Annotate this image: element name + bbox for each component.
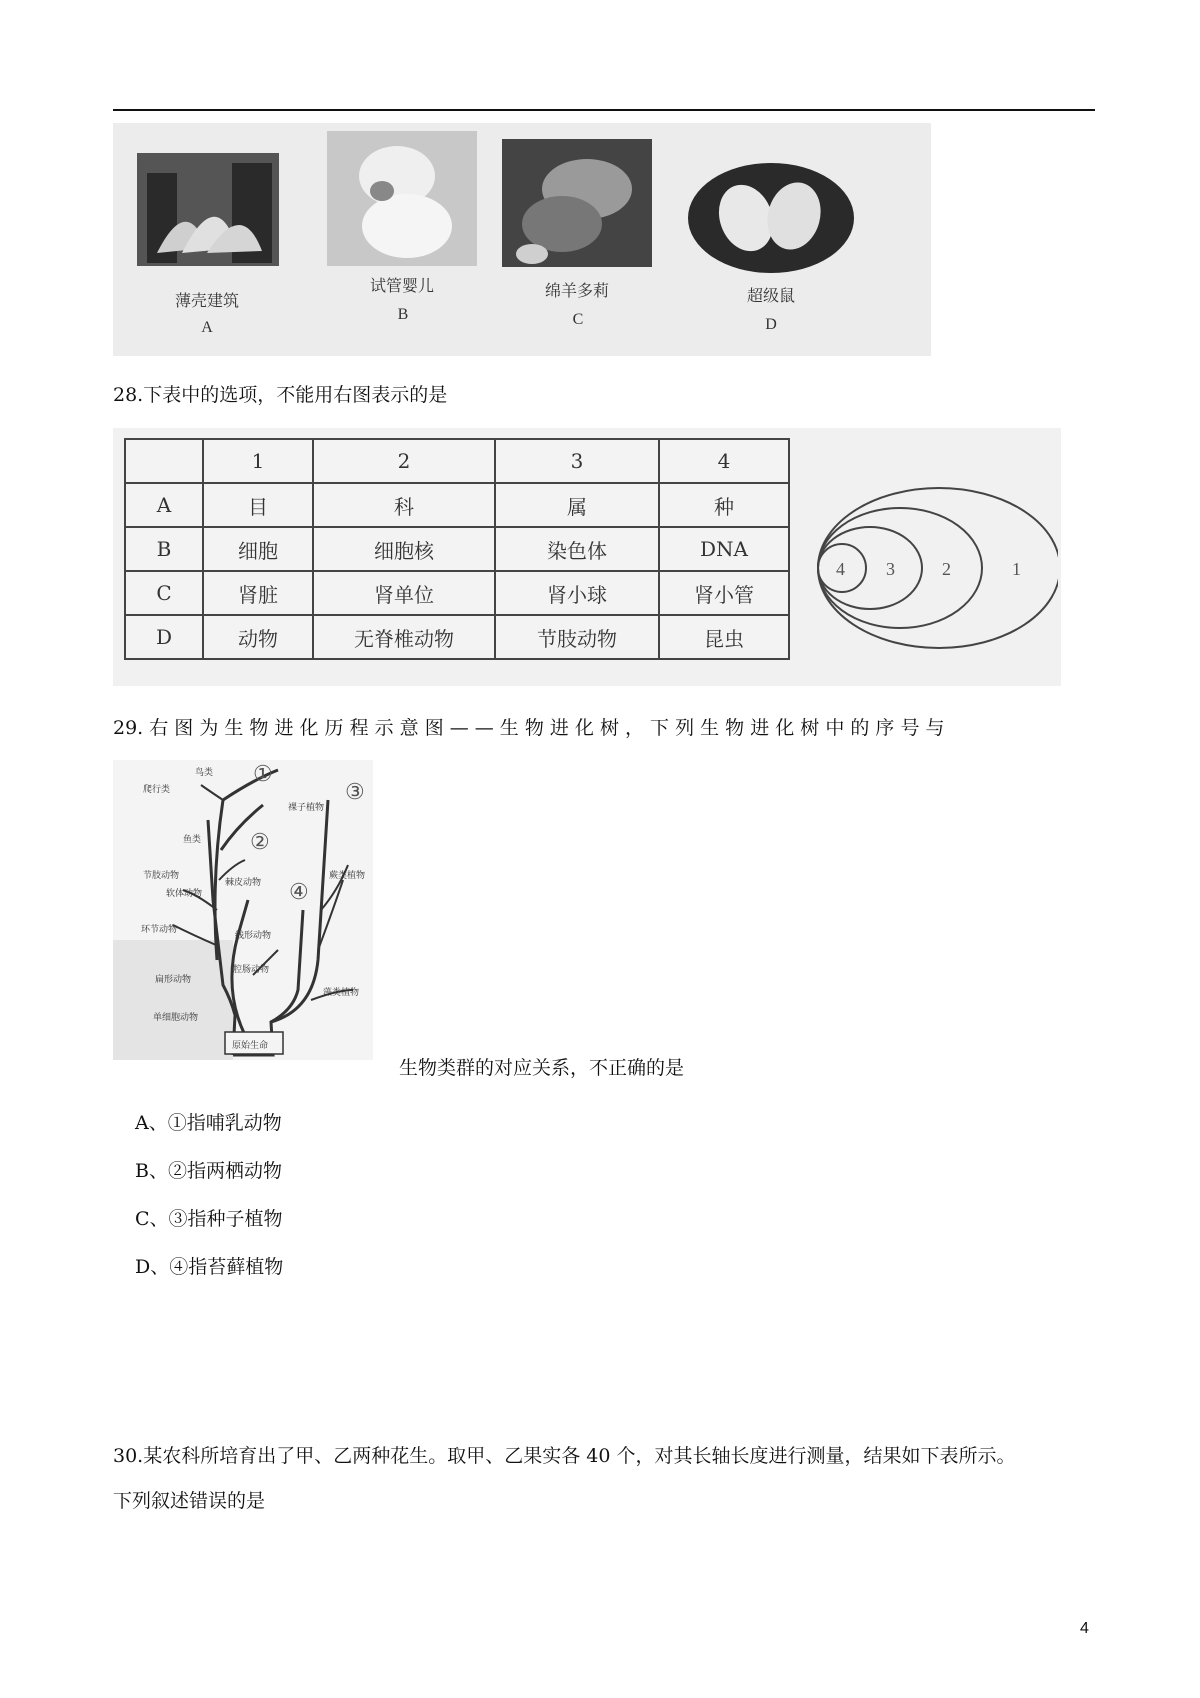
table-cell: 染色体 xyxy=(495,527,659,571)
table-cell: 细胞核 xyxy=(313,527,495,571)
table-header-row xyxy=(125,439,789,483)
table-cell: 肾小管 xyxy=(659,571,789,615)
circle-label-3: 3 xyxy=(886,559,895,579)
tree-marker-1: ① xyxy=(253,762,273,787)
table-cell: 3 xyxy=(495,439,659,483)
tree-label-origin: 原始生命 xyxy=(232,1041,269,1051)
table-cell: 科 xyxy=(313,483,495,527)
q28-stem: 28.下表中的选项，不能用右图表示的是 xyxy=(113,384,448,406)
tree-marker-4: ④ xyxy=(289,880,309,905)
photo-d-label: 超级鼠 xyxy=(746,286,795,305)
tree-label-protozoa: 单细胞动物 xyxy=(153,1013,199,1023)
photo-d-letter: D xyxy=(765,316,777,333)
table-row xyxy=(125,483,789,527)
q29-option-d: D、④指苔藓植物 xyxy=(135,1256,284,1278)
q29-option-b: B、②指两栖动物 xyxy=(135,1160,282,1182)
tree-label-mollusk: 软体动物 xyxy=(166,889,203,899)
q30-stem-line2: 下列叙述错误的是 xyxy=(113,1490,266,1512)
table-cell: 1 xyxy=(203,439,313,483)
photo-a xyxy=(137,153,279,266)
tree-label-bird: 鸟类 xyxy=(195,768,214,778)
tree-label-seed: 裸子植物 xyxy=(288,803,325,813)
table-cell: 节肢动物 xyxy=(495,615,659,659)
tree-label-coelenterate: 腔肠动物 xyxy=(233,965,270,975)
table-cell: 无脊椎动物 xyxy=(313,615,495,659)
tree-label-fish: 鱼类 xyxy=(183,835,202,845)
photo-a-label: 薄壳建筑 xyxy=(174,291,239,310)
table-cell: 动物 xyxy=(203,615,313,659)
circle-3 xyxy=(818,527,922,609)
table-cell: 细胞 xyxy=(203,527,313,571)
table-cell: 目 xyxy=(203,483,313,527)
table-cell: 2 xyxy=(313,439,495,483)
tree-label-algae: 藻类植物 xyxy=(323,988,360,998)
test-tube-baby-picture xyxy=(327,131,477,266)
header-rule xyxy=(113,109,1095,111)
shell-building-picture xyxy=(137,153,279,266)
table-cell: DNA xyxy=(659,527,789,571)
tree-drawing xyxy=(113,760,373,1060)
table-cell: C xyxy=(125,571,203,615)
photo-b xyxy=(327,131,477,266)
q30-stem-line1: 30.某农科所培育出了甲、乙两种花生。取甲、乙果实各 40 个，对其长轴长度进行测量，结果如下表所示。 xyxy=(113,1445,1016,1467)
tree-label-fern: 蕨类植物 xyxy=(329,871,366,881)
circle-label-1: 1 xyxy=(1012,559,1021,579)
table-row xyxy=(125,527,789,571)
circle-1 xyxy=(818,488,1058,648)
photo-a-letter: A xyxy=(201,319,213,336)
q28-table xyxy=(124,438,790,660)
circle-label-2: 2 xyxy=(942,559,951,579)
nested-circles-diagram xyxy=(808,480,1058,660)
table-row xyxy=(125,571,789,615)
table-cell: B xyxy=(125,527,203,571)
evolution-tree-figure xyxy=(113,760,373,1060)
table-row xyxy=(125,615,789,659)
tree-label-reptile: 爬行类 xyxy=(143,785,171,795)
table-cell: 肾小球 xyxy=(495,571,659,615)
q27-photo-strip xyxy=(113,123,931,356)
q29-stem-line1: 29. 右 图 为 生 物 进 化 历 程 示 意 图 — — 生 物 进 化 树 ， 下 列 生 物 进 化 树 中 的 序 号 与 xyxy=(113,717,945,739)
photo-c-letter: C xyxy=(572,311,584,328)
q29-option-c: C、③指种子植物 xyxy=(135,1208,283,1230)
photo-d xyxy=(686,158,856,278)
table-cell: A xyxy=(125,483,203,527)
photo-c xyxy=(502,139,652,267)
table-cell: 种 xyxy=(659,483,789,527)
dolly-sheep-picture xyxy=(502,139,652,267)
table-cell: 4 xyxy=(659,439,789,483)
circle-label-4: 4 xyxy=(836,559,845,579)
photo-b-label: 试管婴儿 xyxy=(369,276,434,295)
table-cell: 昆虫 xyxy=(659,615,789,659)
tree-label-annelid: 环节动物 xyxy=(141,925,178,935)
table-cell xyxy=(125,439,203,483)
tree-label-flatworm: 扁形动物 xyxy=(155,975,192,985)
tree-marker-3: ③ xyxy=(345,780,365,805)
tree-label-arthropod: 节肢动物 xyxy=(143,871,180,881)
table-cell: 属 xyxy=(495,483,659,527)
tree-marker-2: ② xyxy=(250,830,270,855)
table-cell: 肾脏 xyxy=(203,571,313,615)
table-cell: D xyxy=(125,615,203,659)
page-number: 4 xyxy=(1080,1620,1089,1637)
photo-b-letter: B xyxy=(397,306,409,323)
photo-c-label: 绵羊多莉 xyxy=(544,281,609,300)
q29-stem-line2: 生物类群的对应关系，不正确的是 xyxy=(399,1057,685,1079)
q29-option-a: A、①指哺乳动物 xyxy=(135,1112,282,1134)
tree-label-nematode: 线形动物 xyxy=(235,931,272,941)
table-cell: 肾单位 xyxy=(313,571,495,615)
tree-label-echinoderm: 棘皮动物 xyxy=(225,878,262,888)
